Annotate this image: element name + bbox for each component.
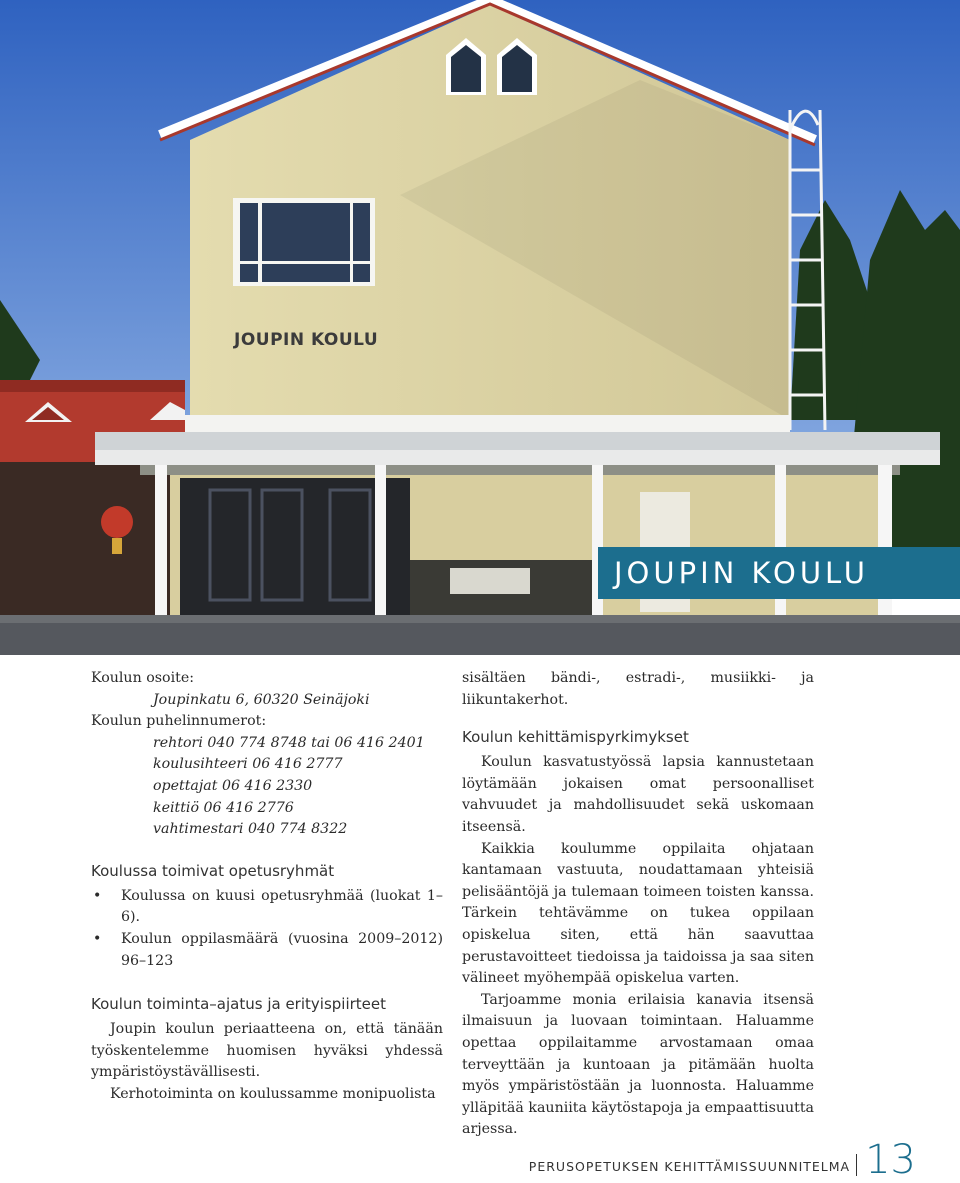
phone-secretary: koulusihteeri 06 416 2777 — [153, 756, 343, 773]
development-heading: Koulun kehittämispyrkimykset — [462, 728, 689, 747]
groups-heading: Koulussa toimivat opetusryhmät — [91, 861, 335, 880]
address-label: Koulun osoite: — [91, 670, 194, 686]
pavement — [0, 620, 960, 655]
list-item: • Koulussa on kuusi opetusryhmää (luokat 1–6). — [121, 886, 443, 929]
banner-title: JOUPIN KOULU — [614, 556, 869, 590]
title-banner — [598, 547, 960, 599]
footer-divider — [856, 1154, 857, 1176]
idea-paragraph-1: Joupin koulun periaatteena on, että tänään työskentelemme huomisen hyväksi yhdessä ympäristöystävällisesti. — [91, 1021, 443, 1081]
right-column — [462, 668, 814, 1141]
phone-principal: rehtori 040 774 8748 tai 06 416 2401 — [153, 734, 425, 751]
left-column — [91, 668, 443, 1106]
continued-text: sisältäen bändi-, estradi-, musiikki- ja liikuntakerhot. — [462, 670, 814, 708]
phones-label: Koulun puhelinnumerot: — [91, 713, 267, 730]
groups-list — [91, 886, 443, 972]
main-window — [233, 198, 375, 286]
list-item: • Koulun oppilasmäärä (vuosina 2009–2012) 96–123 — [121, 929, 443, 972]
development-paragraph-3: Tarjoamme monia erilaisia kanavia itsensä ilmaisuun ja luovaan toimintaan. Haluamme opettaa oppilaitamme arvostamaan omaa terveyttään ja kuntoaan ja pitämään huolta myös ympäristöstään ja luonnosta. Haluamme ylläpitää kauniita käytöstapoja ja empaattisuutta arjessa. — [462, 991, 814, 1138]
idea-heading: Koulun toiminta–ajatus ja erityispiirteet — [91, 995, 387, 1014]
phone-teachers: opettajat 06 416 2330 — [153, 777, 313, 794]
phone-kitchen: keittiö 06 416 2776 — [153, 799, 294, 816]
idea-paragraph-2: Kerhotoiminta on koulussamme monipuolista — [110, 1085, 436, 1102]
building-sign: JOUPIN KOULU — [234, 330, 379, 350]
development-paragraph-2: Kaikkia koulumme oppilaita ohjataan kantamaan vastuuta, noudattamaan yhteisiä pelisääntöjä ja tulemaan toimeen toisten kanssa. Tärkein tehtävämme on tukea oppilaan opiskelua siten, että hän saavuttaa perustavoitteet tiedoissa ja taidoissa ja saa siten välineet myöhempää opiskelua varten. — [462, 840, 814, 987]
document-title: PERUSOPETUKSEN KEHITTÄMISSUUNNITELMA — [528, 1159, 851, 1174]
page-number: 13 — [865, 1137, 916, 1183]
phone-caretaker: vahtimestari 040 774 8322 — [153, 821, 348, 838]
development-paragraph-1: Koulun kasvatustyössä lapsia kannustetaan löytämään jokaisen omat persoonalliset vahvuudet ja mahdollisuudet sekä uskomaan itseensä. — [462, 754, 814, 835]
address: Joupinkatu 6, 60320 Seinäjoki — [153, 691, 370, 708]
page-footer — [528, 1137, 916, 1183]
